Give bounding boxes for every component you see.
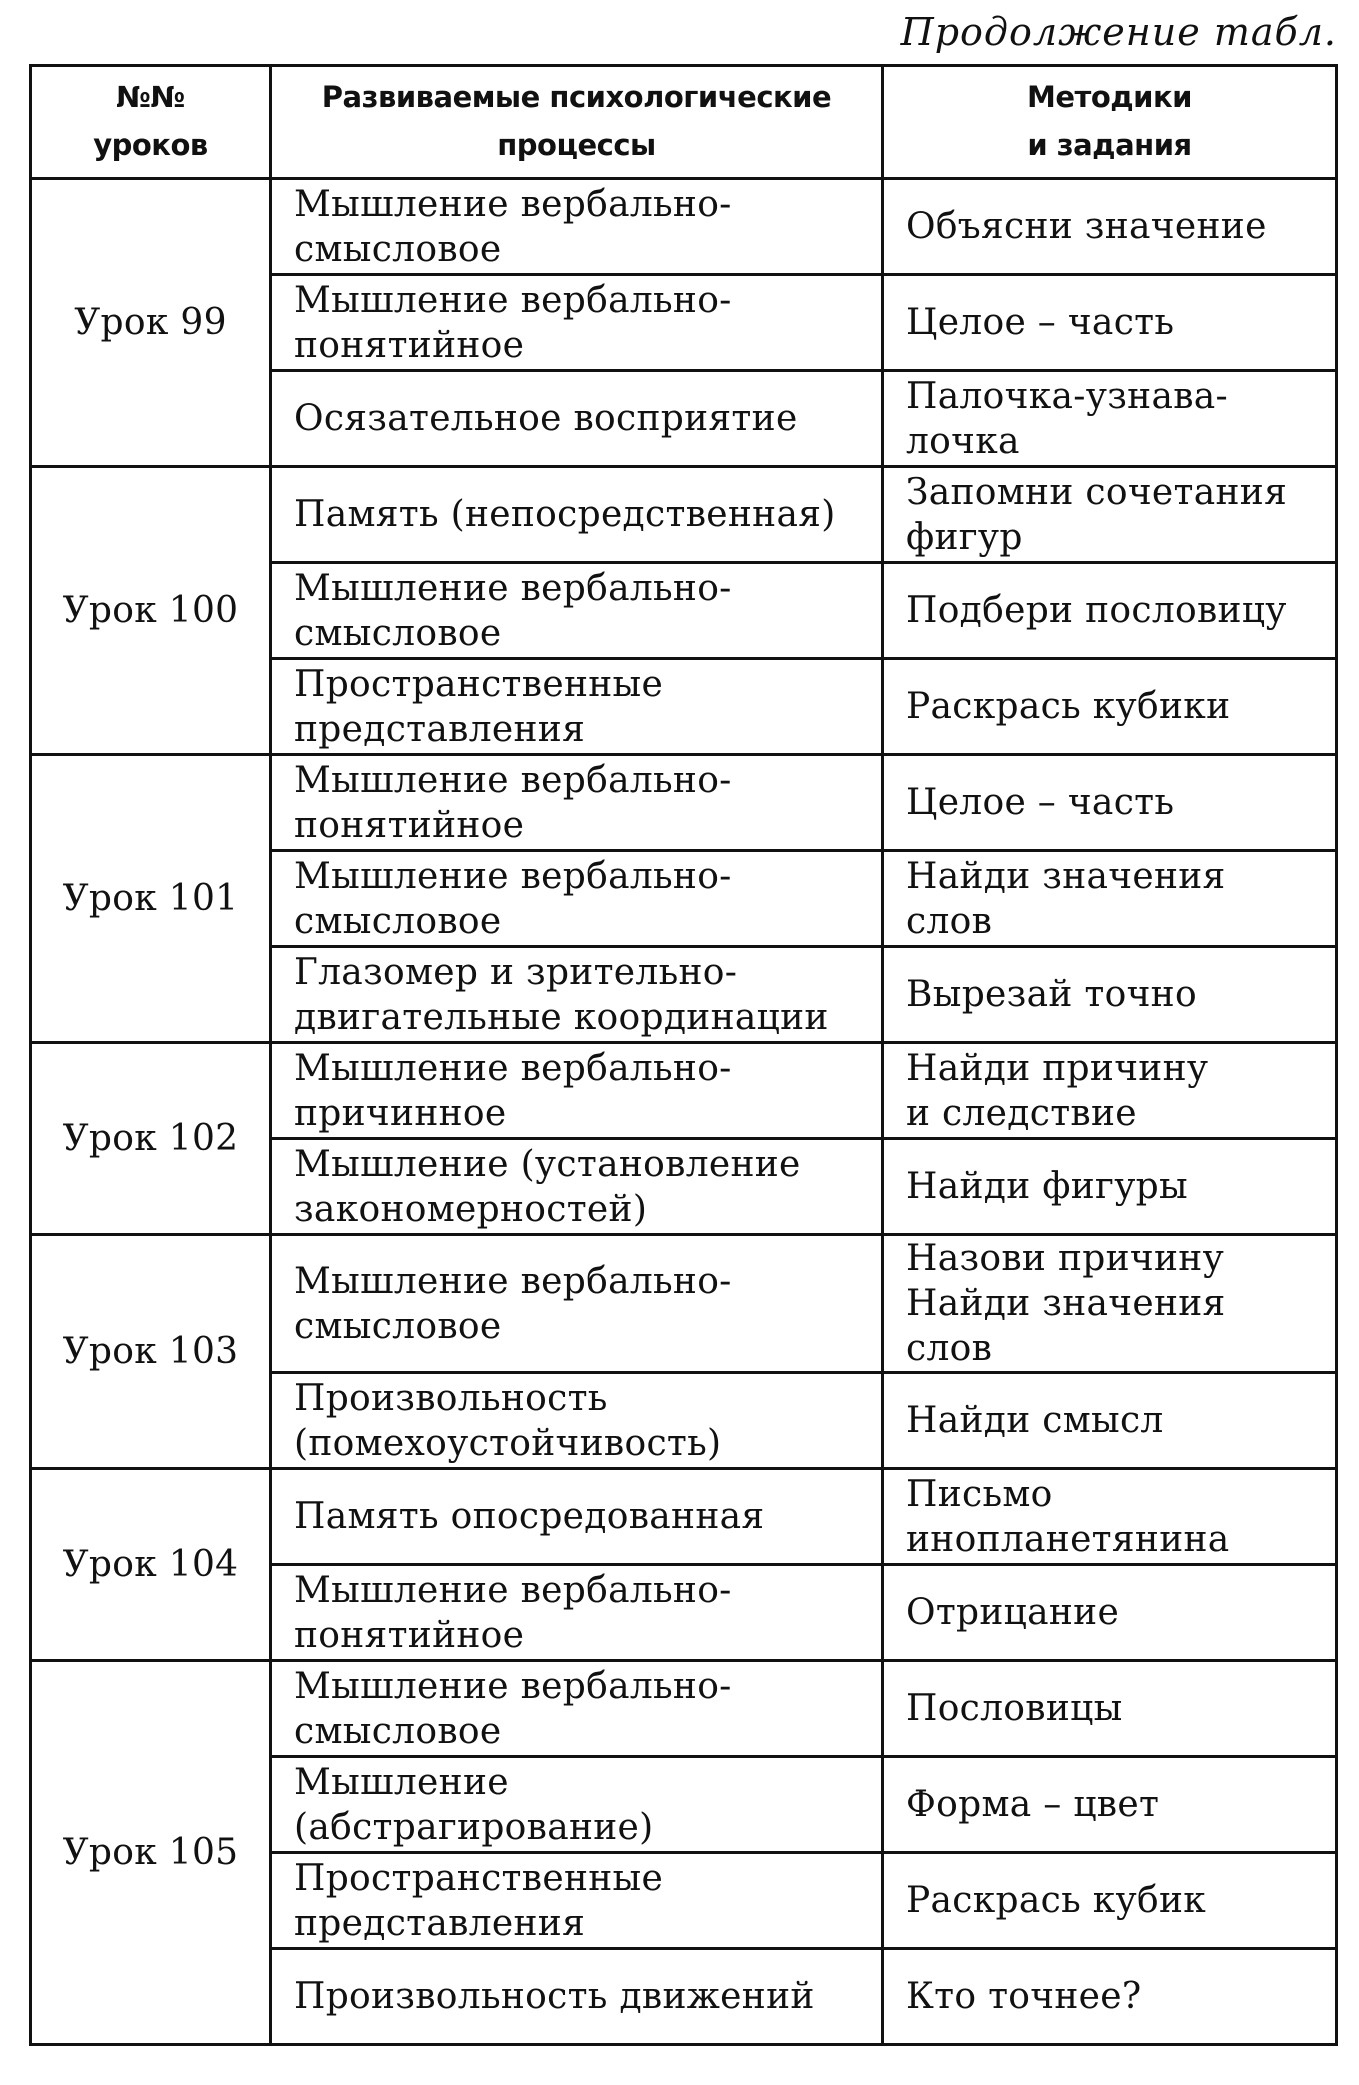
- method-text-line: Найди фигуры: [906, 1166, 1188, 1207]
- method-text-line: и следствие: [906, 1092, 1137, 1134]
- header-lesson-line-1: №№: [116, 80, 185, 115]
- method-cell: [883, 1661, 1337, 1757]
- process-text-line: смысловое: [294, 1710, 502, 1752]
- table-continuation-caption: Продолжение табл.: [900, 10, 1337, 54]
- table-row: [31, 755, 1337, 851]
- process-text-line: Мышление вербально-: [294, 1569, 732, 1611]
- method-text-line: Запомни сочетания: [906, 471, 1288, 513]
- method-cell: [883, 659, 1337, 755]
- method-text-line: Целое – часть: [906, 302, 1175, 343]
- process-text-line: Мышление вербально-: [294, 567, 732, 609]
- process-cell: [271, 659, 883, 755]
- method-text-line: Отрицание: [906, 1592, 1120, 1633]
- method-text-line: Форма – цвет: [906, 1784, 1160, 1825]
- method-text-line: фигур: [906, 516, 1023, 558]
- method-text-line: лочка: [906, 420, 1020, 462]
- process-cell: [271, 755, 883, 851]
- method-cell: [883, 275, 1337, 371]
- method-cell: [883, 947, 1337, 1043]
- method-cell: [883, 1565, 1337, 1661]
- method-text-line: Найди значения: [906, 1283, 1226, 1324]
- header-processes-line-1: Развиваемые психологические: [321, 80, 832, 115]
- lesson-number-cell: Урок 101: [31, 755, 271, 1043]
- process-text-line: смысловое: [294, 1305, 502, 1347]
- process-text-line: Мышление: [294, 1761, 509, 1803]
- process-text-line: Осязательное восприятие: [294, 398, 798, 439]
- table-row: [31, 1043, 1337, 1139]
- process-cell: [271, 179, 883, 275]
- process-text-line: Мышление вербально-: [294, 1260, 732, 1302]
- method-text-line: Пословицы: [906, 1688, 1123, 1729]
- method-text-line: Письмо: [906, 1473, 1053, 1515]
- process-text-line: закономерностей): [294, 1188, 648, 1230]
- process-text-line: представления: [294, 708, 586, 750]
- lesson-number-cell: Урок 104: [31, 1469, 271, 1661]
- method-text-line: Раскрась кубики: [906, 686, 1231, 727]
- lesson-number-cell: Урок 102: [31, 1043, 271, 1235]
- method-cell: [883, 1235, 1337, 1373]
- process-text-line: Память (непосредственная): [294, 494, 836, 535]
- method-text-line: Объясни значение: [906, 206, 1267, 247]
- method-text-line: слов: [906, 1328, 993, 1369]
- process-text-line: Пространственные: [294, 1857, 664, 1899]
- process-text-line: Мышление вербально-: [294, 855, 732, 897]
- header-lesson-number: [31, 66, 271, 179]
- header-lesson-line-2: уроков: [93, 128, 208, 162]
- method-cell: [883, 1373, 1337, 1469]
- process-text-line: Пространственные: [294, 663, 664, 705]
- method-cell: [883, 1853, 1337, 1949]
- method-text-line: Подбери пословицу: [906, 590, 1287, 631]
- process-text-line: понятийное: [294, 804, 525, 846]
- method-text-line: слов: [906, 900, 993, 942]
- process-cell: [271, 1565, 883, 1661]
- process-cell: [271, 1853, 883, 1949]
- process-cell: [271, 563, 883, 659]
- process-cell: [271, 1757, 883, 1853]
- lesson-number-cell: Урок 103: [31, 1235, 271, 1469]
- header-methods-line-1: Методики: [1026, 80, 1192, 115]
- method-cell: [883, 1949, 1337, 2045]
- process-text-line: Память опосредованная: [294, 1496, 765, 1537]
- method-text-line: Найди смысл: [906, 1400, 1164, 1441]
- method-text-line: Целое – часть: [906, 782, 1175, 823]
- process-text-line: (абстрагирование): [294, 1806, 654, 1848]
- process-text-line: Глазомер и зрительно-: [294, 951, 738, 993]
- table-row: [31, 1469, 1337, 1565]
- header-methods: [883, 66, 1337, 179]
- method-cell: [883, 467, 1337, 563]
- process-cell: [271, 1373, 883, 1469]
- method-cell: [883, 851, 1337, 947]
- process-text-line: Мышление вербально-: [294, 759, 732, 801]
- table-row: [31, 1235, 1337, 1373]
- process-text-line: смысловое: [294, 228, 502, 270]
- process-text-line: Мышление вербально-: [294, 183, 732, 225]
- process-text-line: Произвольность: [294, 1377, 608, 1419]
- method-cell: [883, 1757, 1337, 1853]
- lesson-number-cell: Урок 105: [31, 1661, 271, 2045]
- process-text-line: Произвольность движений: [294, 1976, 815, 2017]
- process-text-line: представления: [294, 1902, 586, 1944]
- process-cell: [271, 1949, 883, 2045]
- table-row: [31, 1661, 1337, 1757]
- method-cell: [883, 1043, 1337, 1139]
- process-cell: [271, 1235, 883, 1373]
- method-cell: [883, 1139, 1337, 1235]
- method-cell: [883, 1469, 1337, 1565]
- table-row: [31, 179, 1337, 275]
- method-text-line: Найди значения: [906, 855, 1226, 897]
- process-text-line: понятийное: [294, 1614, 525, 1656]
- lessons-table: [29, 64, 1338, 2046]
- method-text-line: Кто точнее?: [906, 1976, 1142, 2017]
- method-text-line: Назови причину: [906, 1238, 1225, 1279]
- table-body: [31, 179, 1337, 2045]
- method-text-line: Найди причину: [906, 1047, 1209, 1089]
- process-cell: [271, 467, 883, 563]
- method-cell: [883, 179, 1337, 275]
- process-text-line: Мышление (установление: [294, 1143, 801, 1185]
- process-text-line: Мышление вербально-: [294, 1665, 732, 1707]
- method-cell: [883, 755, 1337, 851]
- process-text-line: понятийное: [294, 324, 525, 366]
- process-text-line: смысловое: [294, 900, 502, 942]
- process-text-line: двигательные координации: [294, 996, 829, 1038]
- lesson-number-cell: Урок 99: [31, 179, 271, 467]
- process-cell: [271, 371, 883, 467]
- header-processes-line-2: процессы: [497, 128, 656, 162]
- table-header-row: [31, 66, 1337, 179]
- table-row: [31, 467, 1337, 563]
- header-methods-line-2: и задания: [1027, 128, 1192, 162]
- method-text-line: Раскрась кубик: [906, 1880, 1207, 1921]
- method-cell: [883, 563, 1337, 659]
- process-cell: [271, 947, 883, 1043]
- lesson-number-cell: Урок 100: [31, 467, 271, 755]
- process-text-line: смысловое: [294, 612, 502, 654]
- method-text-line: инопланетянина: [906, 1518, 1230, 1560]
- process-cell: [271, 275, 883, 371]
- process-cell: [271, 851, 883, 947]
- header-processes: [271, 66, 883, 179]
- method-cell: [883, 371, 1337, 467]
- method-text-line: Вырезай точно: [906, 974, 1197, 1015]
- process-cell: [271, 1139, 883, 1235]
- process-text-line: Мышление вербально-: [294, 279, 732, 321]
- process-text-line: (помехоустойчивость): [294, 1422, 722, 1464]
- process-cell: [271, 1661, 883, 1757]
- process-text-line: Мышление вербально-: [294, 1047, 732, 1089]
- method-text-line: Палочка-узнава-: [906, 375, 1228, 417]
- process-text-line: причинное: [294, 1092, 507, 1134]
- process-cell: [271, 1043, 883, 1139]
- process-cell: [271, 1469, 883, 1565]
